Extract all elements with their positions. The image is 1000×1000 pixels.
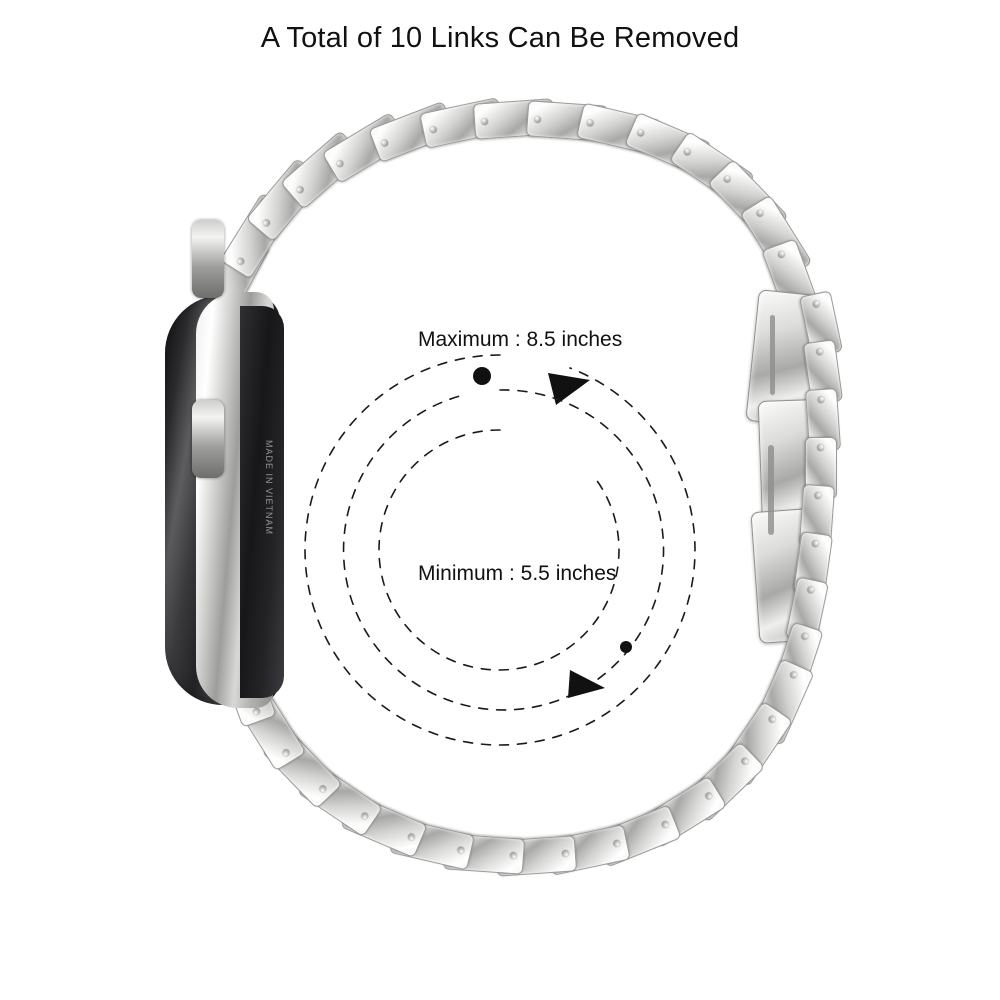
inner-start-dot [620,641,632,653]
inner-arrow-head [568,670,605,698]
watch-top-button[interactable] [192,220,224,298]
clasp-seam [770,315,775,395]
watch-product-photo [0,70,1000,940]
case-engraving-text: MADE IN VIETNAM [264,440,274,536]
page-title: A Total of 10 Links Can Be Removed [260,22,740,54]
outer-start-dot [473,367,491,385]
outer-arrow-head [548,373,590,405]
size-range-svg [290,310,710,780]
watch-bottom-button[interactable] [192,400,224,478]
inner-dashed-circle [379,430,619,670]
minimum-size-label: Minimum : 5.5 inches [418,562,617,585]
middle-dashed-circle [344,390,664,710]
maximum-size-label: Maximum : 8.5 inches [418,328,623,351]
size-range-diagram [290,310,710,780]
outer-dashed-circle [305,355,695,745]
clasp-seam [768,445,774,535]
